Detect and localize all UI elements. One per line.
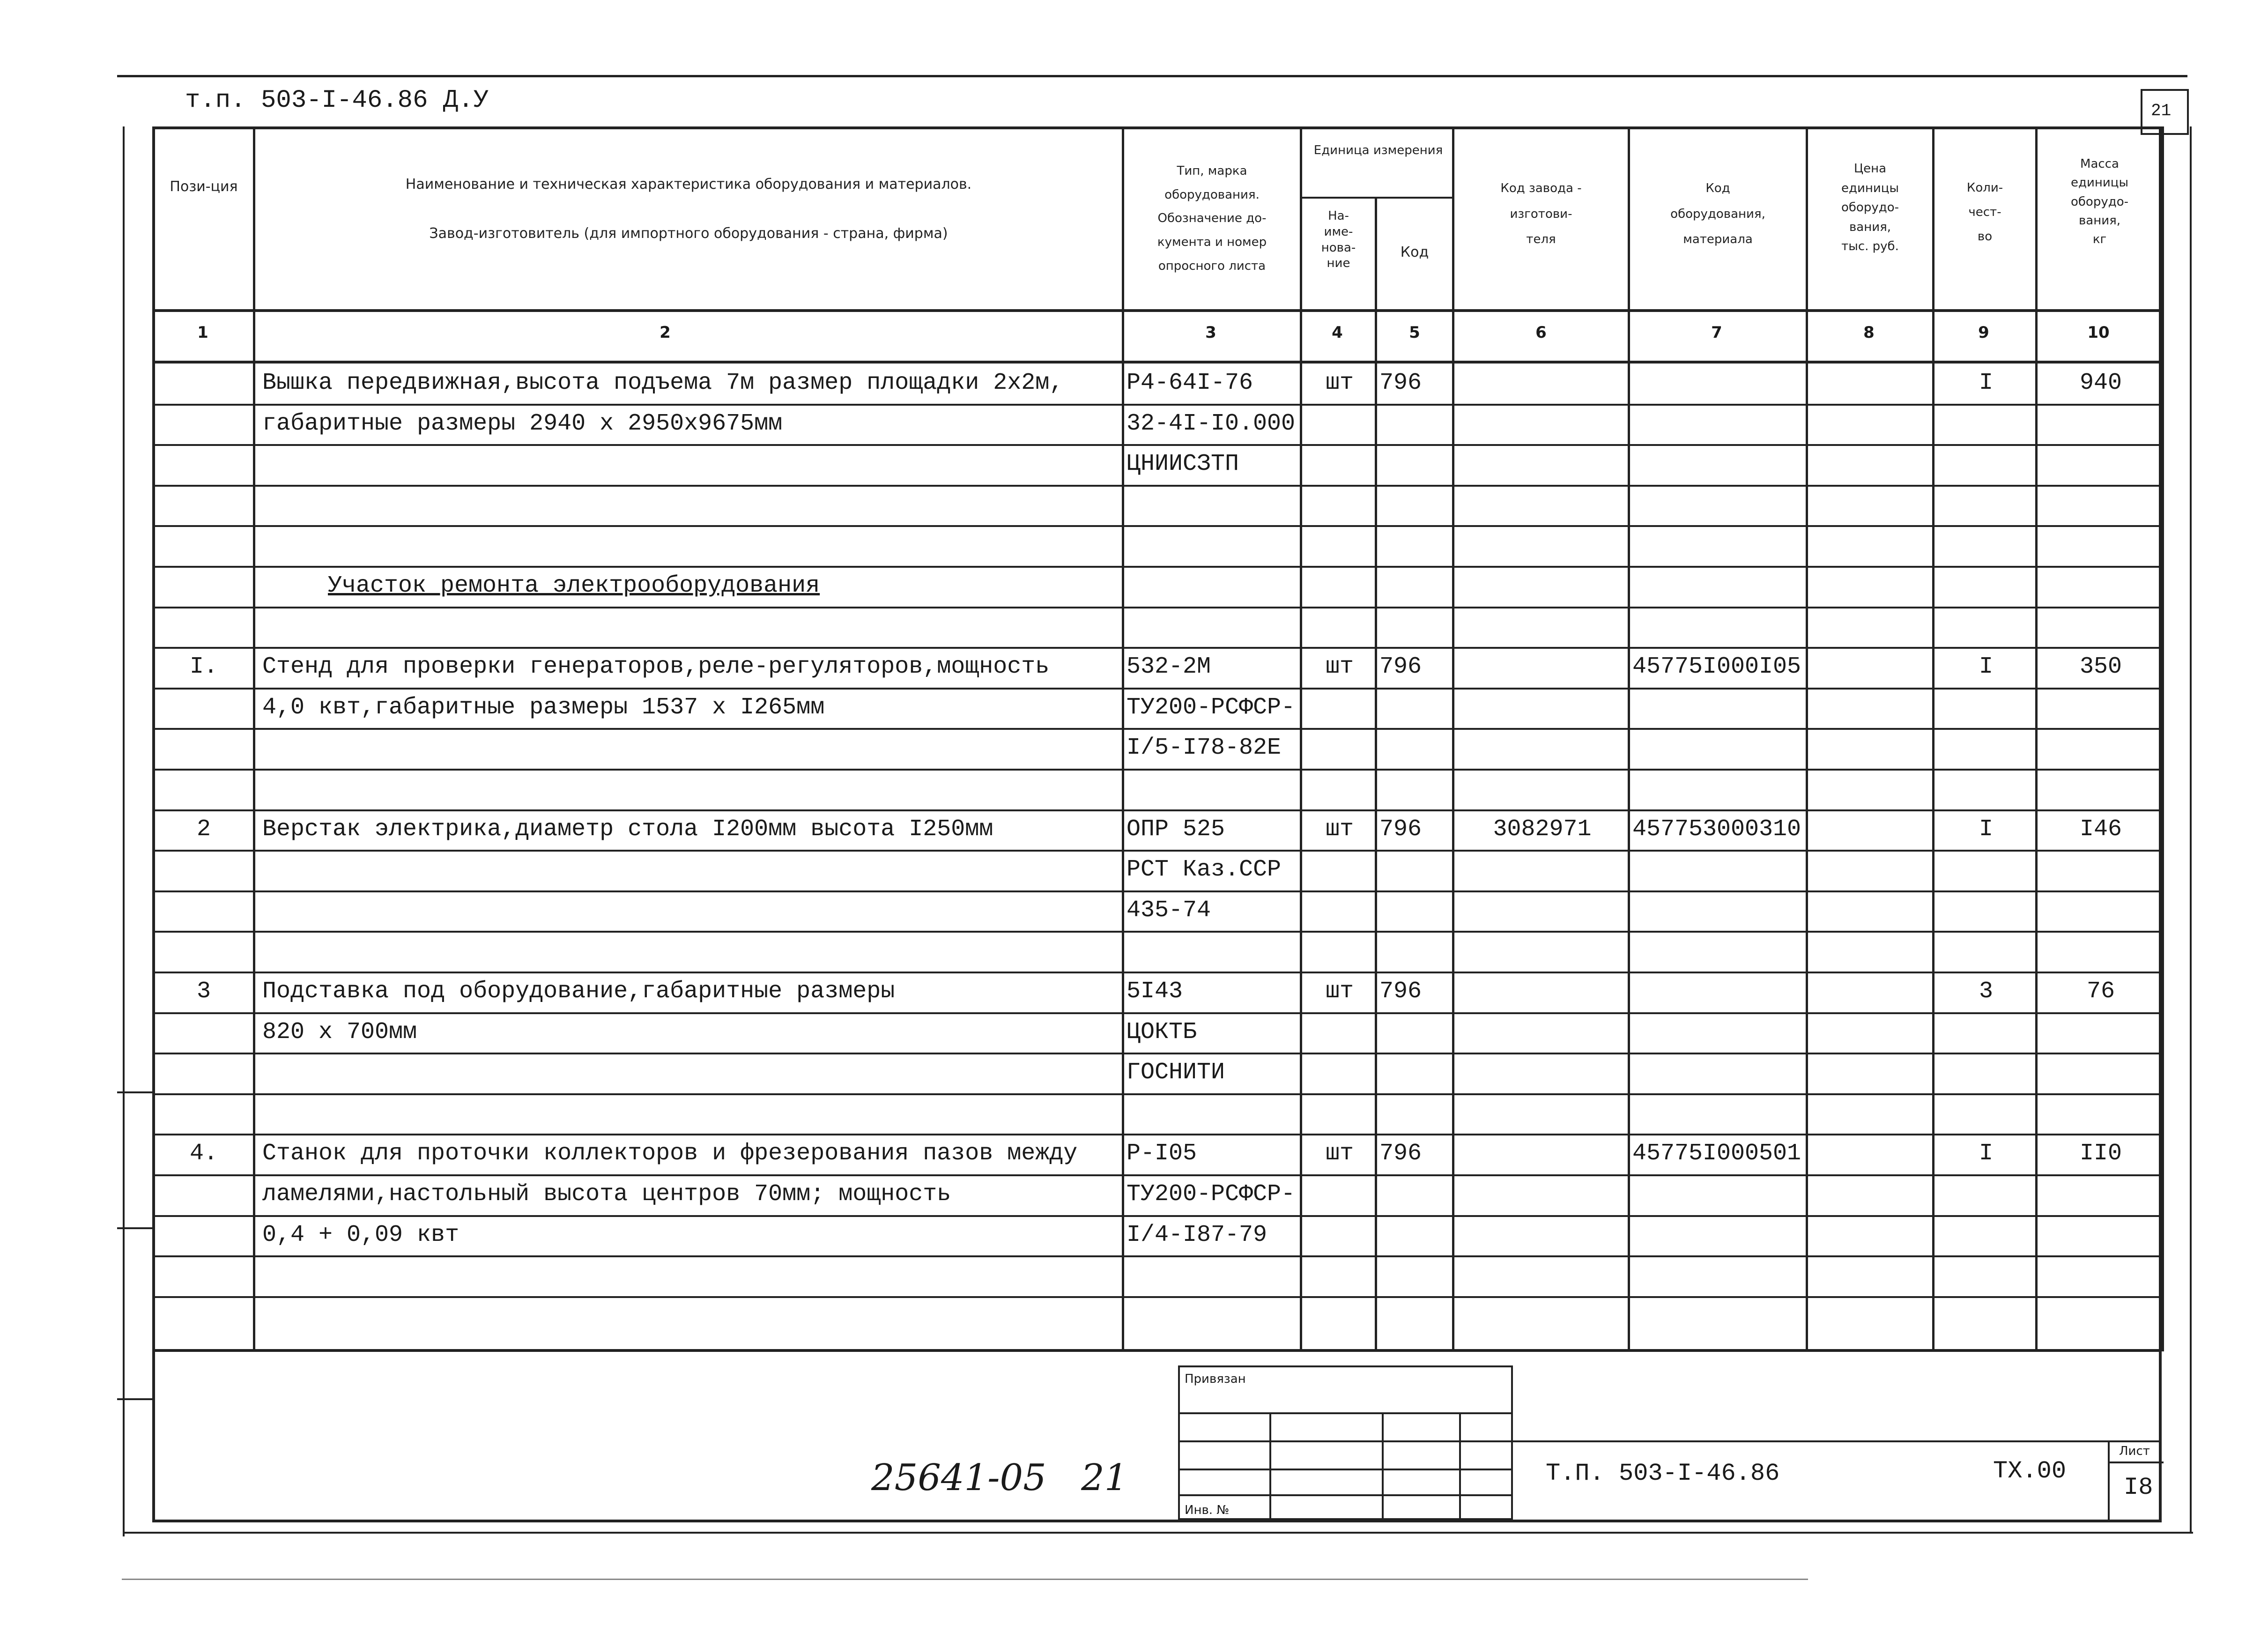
table-cell-type: ТУ200-РСФСР- <box>1127 694 1296 721</box>
header-price-line: Цена <box>1853 162 1887 176</box>
row-divider-line <box>152 1012 2162 1014</box>
margin-tick <box>117 1091 152 1093</box>
table-cell-qty: 3 <box>1979 978 1993 1005</box>
table-cell-qty: I <box>1979 370 1993 396</box>
table-cell-mfr: 3082971 <box>1493 816 1592 843</box>
sheet-label: Лист <box>2119 1444 2150 1458</box>
table-cell-mass: II0 <box>2079 1140 2122 1167</box>
sheet-number: I8 <box>2124 1474 2153 1501</box>
stamp-grid-line <box>1178 1469 1513 1470</box>
row-divider-line <box>152 404 2162 406</box>
header-quantity-line: чест- <box>1968 205 2001 219</box>
table-cell-mass: 940 <box>2079 370 2122 396</box>
right-outer-line <box>2190 126 2192 1532</box>
header-equipment-line: материала <box>1683 232 1753 247</box>
table-cell-name: 4,0 квт,габаритные размеры 1537 х I265мм <box>262 694 825 721</box>
table-cell-type: Р4-64I-76 <box>1127 370 1253 396</box>
header-unit-name-line: На- <box>1328 209 1349 223</box>
header-manufacturer-line: изготови- <box>1510 207 1572 221</box>
row-divider-line <box>152 1215 2162 1217</box>
header-price-line: единицы <box>1841 181 1899 195</box>
col-number: 1 <box>197 323 208 342</box>
table-cell-mass: 350 <box>2079 653 2122 680</box>
table-cell-type: ТУ200-РСФСР- <box>1127 1181 1296 1208</box>
table-cell-unit: шт <box>1325 653 1354 680</box>
header-name-line2: Завод-изготовитель (для импортного оборудования - страна, фирма) <box>429 225 948 242</box>
table-cell-type: I/4-I87-79 <box>1127 1222 1267 1248</box>
table-cell-unit: шт <box>1325 1140 1354 1167</box>
table-cell-code: 796 <box>1379 1140 1422 1167</box>
table-cell-eq-code: 45775I000I05 <box>1632 653 1801 680</box>
row-divider-line <box>152 647 2162 649</box>
table-cell-pos: 2 <box>196 816 211 843</box>
table-cell-unit: шт <box>1325 370 1354 396</box>
header-price <box>1810 159 1930 257</box>
scan-artifact-line <box>122 1579 1808 1580</box>
inventory-number-label: Инв. № <box>1185 1503 1230 1517</box>
row-divider-line <box>152 931 2162 933</box>
margin-tick <box>117 1227 152 1229</box>
left-binding-line <box>123 126 125 1536</box>
table-cell-pos: I. <box>189 653 218 680</box>
row-divider-line <box>152 728 2162 730</box>
sheet-label-divider <box>2110 1461 2164 1463</box>
header-name-line1: Наименование и техническая характеристика оборудования и материалов. <box>405 176 972 193</box>
header-mass-line: кг <box>2092 232 2107 247</box>
table-cell-code: 796 <box>1379 653 1422 680</box>
col-number: 6 <box>1535 323 1547 342</box>
table-cell-unit: шт <box>1325 978 1354 1005</box>
table-cell-type: ЦНИИСЗТП <box>1127 451 1239 477</box>
col-number: 7 <box>1711 323 1722 342</box>
table-cell-name: Вышка передвижная,высота подъема 7м размер площадки 2х2м, <box>262 370 1064 396</box>
document-reference-top: т.п. 503-I-46.86 Д.У <box>185 86 489 115</box>
table-cell-type: РСТ Каз.ССР <box>1127 856 1282 883</box>
table-cell-type: 32-4I-I0.000 <box>1127 410 1296 437</box>
row-divider-line <box>152 444 2162 446</box>
table-cell-type: I/5-I78-82Е <box>1127 734 1282 761</box>
table-cell-eq-code: 457753000310 <box>1632 816 1801 843</box>
stamp-grid-line <box>1269 1412 1271 1520</box>
table-cell-code: 796 <box>1379 978 1422 1005</box>
col-divider-10 <box>2162 126 2164 1351</box>
title-block-tx-code: ТХ.00 <box>1993 1457 2067 1485</box>
row-divider-line <box>152 769 2162 771</box>
table-cell-type: 532-2М <box>1127 653 1211 680</box>
col-number: 10 <box>2087 323 2110 342</box>
colnum-bottom-line <box>152 361 2162 363</box>
margin-tick <box>117 1398 152 1400</box>
table-cell-name: Верстак электрика,диаметр стола I200мм высота I250мм <box>262 816 993 843</box>
table-cell-code: 796 <box>1379 370 1422 396</box>
table-cell-name: ламелями,настольный высота центров 70мм; мощность <box>262 1181 951 1208</box>
table-body-bottom-line <box>152 1349 2162 1352</box>
stamp-grid-line <box>1459 1412 1461 1520</box>
header-unit-name-line: име- <box>1324 224 1353 239</box>
row-divider-line <box>152 1174 2162 1176</box>
table-cell-type: ГОСНИТИ <box>1127 1059 1225 1086</box>
table-cell-mass: I46 <box>2079 816 2122 843</box>
row-divider-line <box>152 1093 2162 1095</box>
table-cell-type: ЦОКТБ <box>1127 1019 1197 1046</box>
row-divider-line <box>152 525 2162 527</box>
sheet-corner-number: 21 <box>2151 101 2172 120</box>
col-divider-4 <box>1375 197 1377 1351</box>
header-price-line: тыс. руб. <box>1841 239 1899 254</box>
privyazan-label: Привязан <box>1185 1372 1246 1386</box>
table-cell-type: 5I43 <box>1127 978 1183 1005</box>
row-divider-line <box>152 850 2162 852</box>
header-bottom-line <box>152 309 2162 312</box>
table-cell-name: Участок ремонта электрооборудования <box>328 572 820 599</box>
table-cell-name: Станок для проточки коллекторов и фрезерования пазов между <box>262 1140 1078 1167</box>
header-type-line: Тип, марка <box>1177 164 1247 178</box>
table-cell-code: 796 <box>1379 816 1422 843</box>
title-block-doc-code: Т.П. 503-I-46.86 <box>1546 1460 1780 1487</box>
stamp-grid-line <box>1382 1412 1384 1520</box>
header-quantity-line: во <box>1977 230 1993 244</box>
row-divider-line <box>152 607 2162 608</box>
row-divider-line <box>152 688 2162 690</box>
table-cell-pos: 3 <box>196 978 211 1005</box>
header-mass-line: вания, <box>2078 213 2121 228</box>
stamp-grid-line <box>1178 1494 1513 1496</box>
row-divider-line <box>152 566 2162 568</box>
table-cell-type: Р-I05 <box>1127 1140 1197 1167</box>
col-number: 3 <box>1205 323 1216 342</box>
handwritten-archive-number: 25641-05 21 <box>871 1457 1128 1499</box>
col-number: 8 <box>1863 323 1875 342</box>
stamp-grid-line <box>1178 1440 1513 1442</box>
table-cell-qty: I <box>1979 1140 1993 1167</box>
stamp-grid-line <box>1178 1412 1513 1414</box>
header-unit-name <box>1304 208 1372 272</box>
header-unit-divider <box>1300 197 1454 199</box>
table-cell-name: габаритные размеры 2940 х 2950х9675мм <box>262 410 783 437</box>
table-cell-name: 0,4 + 0,09 квт <box>262 1222 460 1248</box>
row-divider-line <box>152 972 2162 973</box>
table-cell-mass: 76 <box>2086 978 2115 1005</box>
header-price-line: оборудо- <box>1841 200 1899 215</box>
header-price-line: вания, <box>1849 220 1891 234</box>
table-cell-name: 820 х 700мм <box>262 1019 417 1046</box>
col-number: 4 <box>1332 323 1343 342</box>
sheet-number-box <box>2108 1440 2164 1520</box>
header-position: Пози-ция <box>170 178 238 195</box>
header-type <box>1127 159 1297 278</box>
table-cell-type: ОПР 525 <box>1127 816 1225 843</box>
bottom-outer-line <box>123 1532 2193 1534</box>
col-number: 2 <box>660 323 671 342</box>
header-equipment-line: оборудования, <box>1670 207 1765 221</box>
header-mass-line: Масса <box>2080 157 2119 171</box>
header-manufacturer-code <box>1457 176 1625 252</box>
header-type-line: кумента и номер <box>1157 235 1267 250</box>
table-cell-unit: шт <box>1325 816 1354 843</box>
header-type-line: опросного листа <box>1158 259 1266 273</box>
row-divider-line <box>152 809 2162 811</box>
header-type-line: оборудования. <box>1164 187 1260 202</box>
header-mass-line: единицы <box>2071 176 2128 190</box>
header-manufacturer-line: Код завода - <box>1500 181 1582 195</box>
header-unit-name-line: ние <box>1327 256 1350 271</box>
header-unit: Единица измерения <box>1313 143 1443 157</box>
header-mass-line: оборудо- <box>2070 194 2128 209</box>
header-manufacturer-line: теля <box>1526 232 1556 247</box>
row-divider-line <box>152 1134 2162 1135</box>
row-divider-line <box>152 1296 2162 1298</box>
privyazan-box <box>1178 1365 1513 1520</box>
table-cell-name: Подставка под оборудование,габаритные размеры <box>262 978 895 1005</box>
header-equipment-code <box>1632 176 1803 252</box>
row-divider-line <box>152 1053 2162 1054</box>
col-number: 5 <box>1409 323 1420 342</box>
header-unit-code: Код <box>1400 244 1429 260</box>
row-divider-line <box>152 890 2162 892</box>
header-type-line: Обозначение до- <box>1157 211 1267 226</box>
table-cell-name: Стенд для проверки генераторов,реле-регуляторов,мощность <box>262 653 1050 680</box>
table-cell-pos: 4. <box>189 1140 218 1167</box>
header-quantity <box>1937 176 2033 249</box>
row-divider-line <box>152 485 2162 487</box>
header-equipment-line: Код <box>1705 181 1730 195</box>
table-cell-qty: I <box>1979 653 1993 680</box>
col-number: 9 <box>1978 323 1989 342</box>
top-margin-line <box>117 75 2187 77</box>
table-cell-eq-code: 45775I000501 <box>1632 1140 1801 1167</box>
header-mass <box>2040 155 2159 249</box>
row-divider-line <box>152 1255 2162 1257</box>
table-cell-qty: I <box>1979 816 1993 843</box>
header-quantity-line: Коли- <box>1966 181 2003 195</box>
header-unit-name-line: нова- <box>1321 240 1356 255</box>
table-cell-type: 435-74 <box>1127 897 1211 924</box>
